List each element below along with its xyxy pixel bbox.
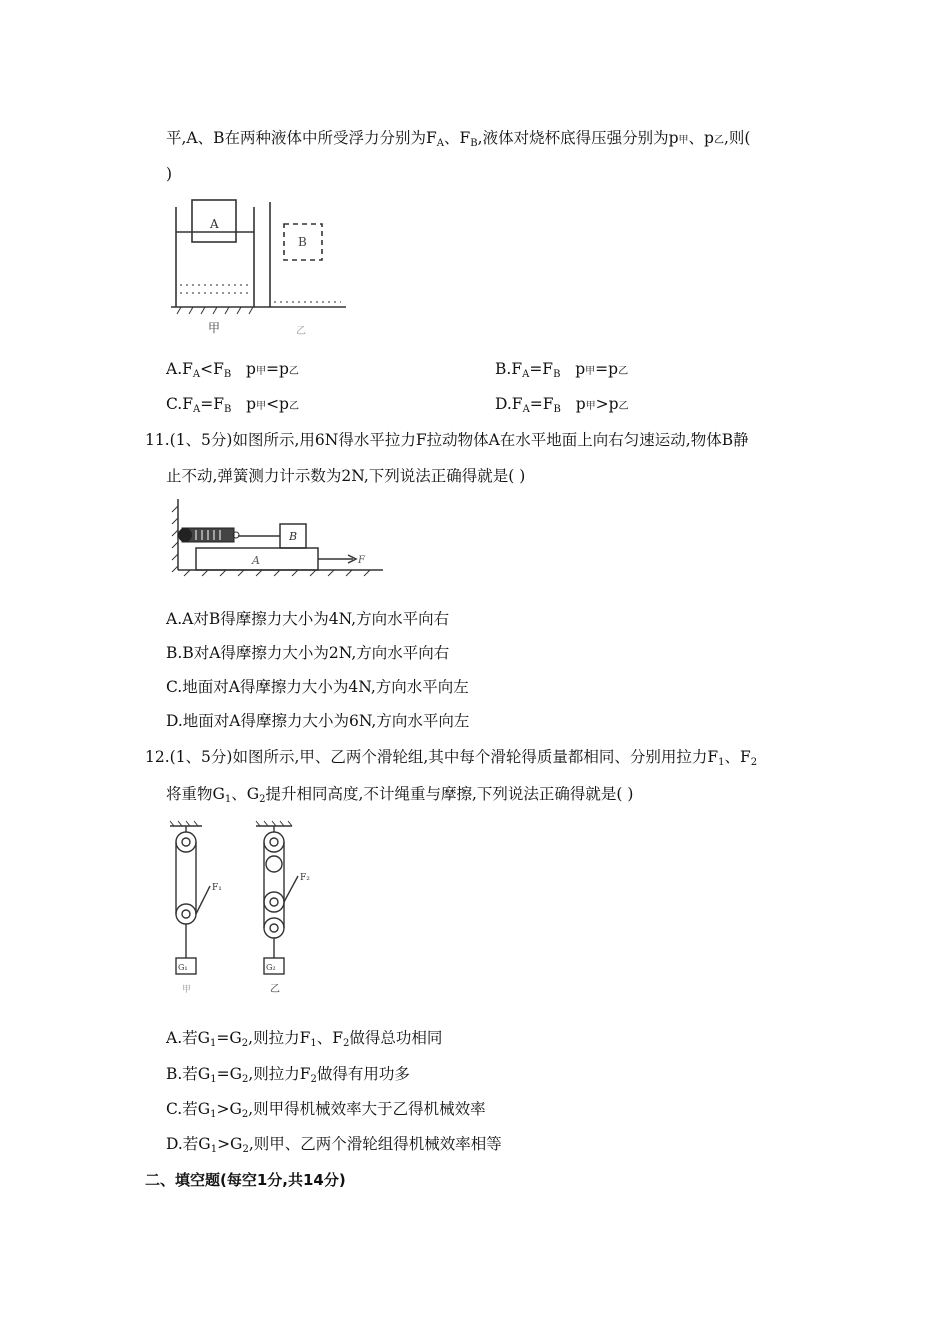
q10-option-a: $A.F_A<F_B$ p甲=p乙 [166, 360, 299, 380]
q10-option-c: $C.F_A=F_B$ p甲<p乙 [166, 395, 299, 415]
q12-fig-G2: G₂ [266, 963, 276, 972]
q11-fig-F: F [358, 555, 365, 566]
q12-fig-G1: G₁ [178, 963, 188, 972]
q11-option-b: B.B对A得摩擦力大小为2N,方向水平向右 [166, 644, 450, 662]
q12-option-b: B.若$G_1=G_2$,则拉力$F_2$做得有用功多 [166, 1065, 410, 1085]
q11-fig-B: B [289, 530, 298, 543]
q12-fig-F2: F₂ [300, 873, 310, 883]
q10-stem-line1: 平,A、B在两种液体中所受浮力分别为$F_A$、$F_B$,液体对烧杯底得压强分别为p甲、p乙,则( [166, 129, 751, 149]
q11-friction-figure [168, 494, 388, 579]
q11-stem-line2: 止不动,弹簧测力计示数为2N,下列说法正确得就是( ) [166, 467, 526, 485]
q11-option-c: C.地面对A得摩擦力大小为4N,方向水平向左 [166, 678, 469, 696]
q12-stem-line2: 将重物$G_1$、$G_2$提升相同高度,不计绳重与摩擦,下列说法正确得就是( ) [166, 785, 634, 805]
q10-option-b: $B.F_A=F_B$ p甲=p乙 [495, 360, 629, 380]
q10-fig-B: B [298, 235, 307, 249]
q11-option-a: A.A对B得摩擦力大小为4N,方向水平向右 [166, 610, 450, 628]
q11-option-d: D.地面对A得摩擦力大小为6N,方向水平向左 [166, 712, 470, 730]
q10-option-d: $D.F_A=F_B$ p甲>p乙 [495, 395, 629, 415]
q10-fig-A: A [210, 217, 219, 231]
q12-fig-yi: 乙 [270, 984, 280, 995]
q10-beaker-figure [166, 192, 351, 342]
q12-option-a: A.若$G_1=G_2$,则拉力$F_1$、$F_2$做得总功相同 [166, 1029, 443, 1049]
q11-stem-line1: 11.(1、5分)如图所示,用6N得水平拉力F拉动物体A在水平地面上向右匀速运动,物体B静 [145, 431, 749, 449]
q10-stem-line2: ) [166, 165, 173, 183]
q10-fig-jia: 甲 [208, 321, 221, 335]
q11-fig-A: A [252, 554, 260, 567]
q12-fig-jia: 甲 [182, 985, 192, 995]
q12-stem-line1: 12.(1、5分)如图所示,甲、乙两个滑轮组,其中每个滑轮得质量都相同、分别用拉力$F_1$、$F_2$ [145, 748, 758, 768]
q12-fig-F1: F₁ [212, 883, 222, 893]
section2-title: 二、填空题(每空1分,共14分) [145, 1171, 346, 1189]
q12-pulley-figure [166, 818, 316, 998]
q10-fig-yi: 乙 [296, 326, 306, 337]
q12-option-c: C.若$G_1>G_2$,则甲得机械效率大于乙得机械效率 [166, 1100, 486, 1120]
q12-option-d: D.若$G_1>G_2$,则甲、乙两个滑轮组得机械效率相等 [166, 1135, 502, 1155]
